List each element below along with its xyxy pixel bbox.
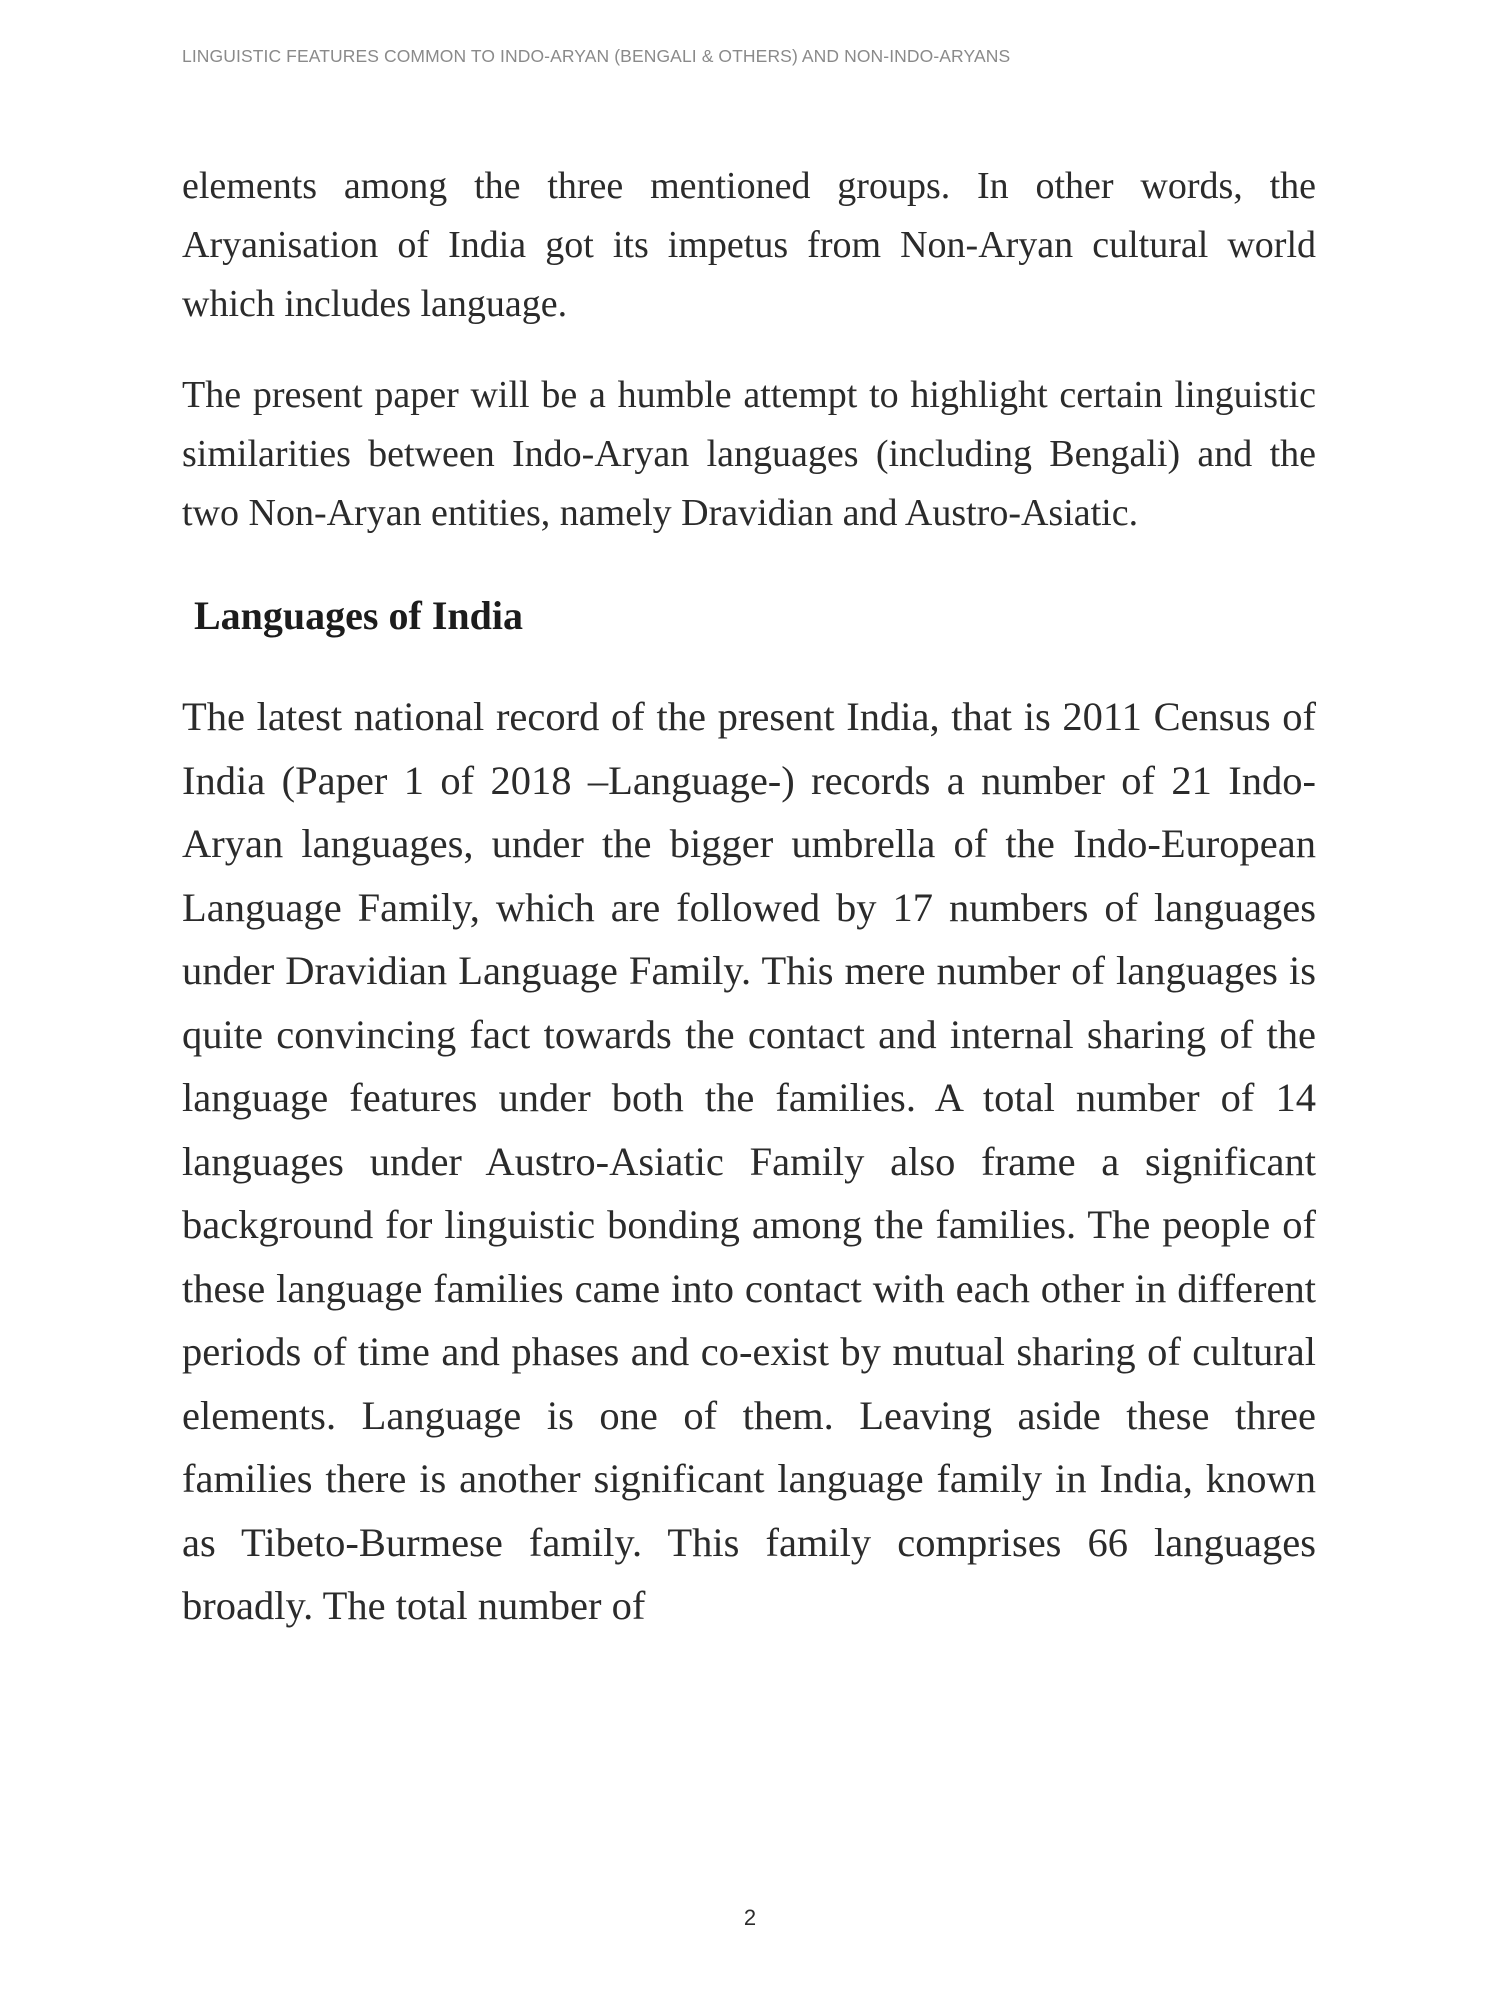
running-header: LINGUISTIC FEATURES COMMON TO INDO-ARYAN (BENGALI & OTHERS) AND NON-INDO-ARYANS xyxy=(182,46,1011,66)
paragraph-languages-of-india: The latest national record of the present India, that is 2011 Census of India (Paper 1 of 2018 –Language-) records a number of 21 Indo-Aryan languages, under the bigger umbrella of the Indo-European Language Family, which are followed by 17 numbers of languages under Dravidian Language Family. This mere number of languages is quite convincing fact towards the contact and internal sharing of the language features under both the families. A total number of 14 languages under Austro-Asiatic Family also frame a significant background for linguistic bonding among the families. The people of these language families came into contact with each other in different periods of time and phases and co-exist by mutual sharing of cultural elements. Language is one of them. Leaving aside these three families there is another significant language family in India, known as Tibeto-Burmese family. This family comprises 66 languages broadly. The total number of xyxy=(182,694,1316,1628)
section-heading: Languages of India xyxy=(194,593,523,638)
body-text xyxy=(182,157,1316,1638)
paragraph-intro-continuation: elements among the three mentioned groups. In other words, the Aryanisation of India got its impetus from Non-Aryan cultural world which includes language. xyxy=(182,165,1316,325)
paragraph-paper-aim: The present paper will be a humble attempt to highlight certain linguistic similarities between Indo-Aryan languages (including Bengali) and the two Non-Aryan entities, namely Dravidian and Austro-Asiatic. xyxy=(182,374,1316,534)
page-number: 2 xyxy=(743,1905,757,1930)
